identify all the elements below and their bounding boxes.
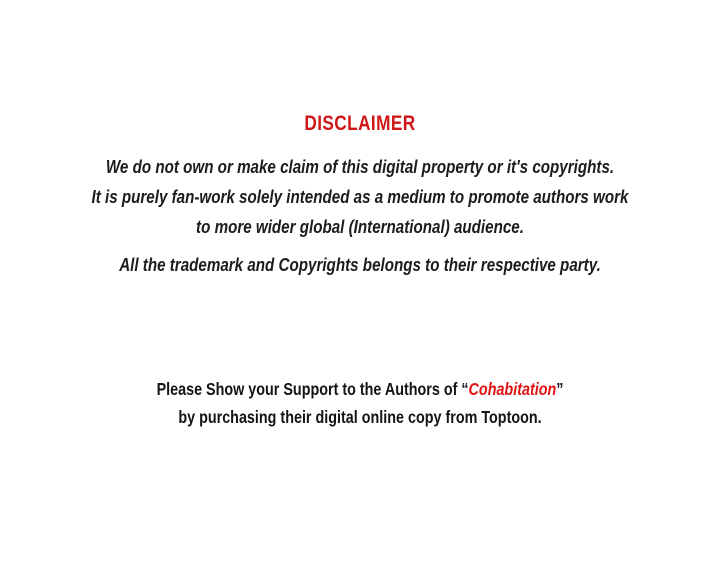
disclaimer-text-line3: to more wider global (International) audience. bbox=[196, 216, 524, 237]
book-title: Cohabitation bbox=[468, 379, 557, 399]
support-message-line2: by purchasing their digital online copy from Toptoon. bbox=[178, 407, 542, 427]
support-message-suffix: ” bbox=[556, 379, 564, 399]
disclaimer-text-line1: We do not own or make claim of this digital property or it's copyrights. bbox=[105, 156, 615, 177]
disclaimer-text-line2: It is purely fan-work solely intended as a medium to promote authors work bbox=[91, 186, 629, 207]
disclaimer-text-line4: All the trademark and Copyrights belongs to their respective party. bbox=[119, 254, 601, 275]
disclaimer-title: DISCLAIMER bbox=[304, 112, 416, 135]
support-message-line1 bbox=[65, 379, 655, 399]
support-message-prefix: Please Show your Support to the Authors of “ bbox=[156, 379, 469, 399]
